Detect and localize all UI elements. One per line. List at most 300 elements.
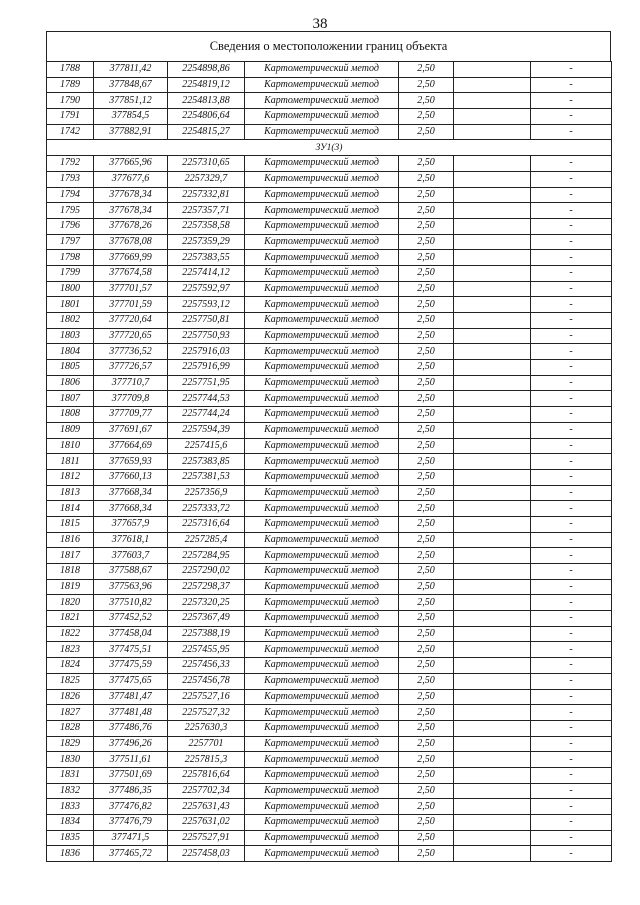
table-row	[47, 281, 612, 297]
description-cell	[454, 642, 531, 658]
table-row	[47, 265, 612, 281]
note-cell: -	[531, 548, 612, 564]
note-cell: -	[531, 62, 612, 78]
note-cell: -	[531, 830, 612, 846]
accuracy-cell: 2,50	[399, 752, 454, 768]
y-coordinate-cell: 2257631,02	[168, 815, 245, 831]
note-cell: -	[531, 109, 612, 125]
description-cell	[454, 705, 531, 721]
note-cell: -	[531, 124, 612, 140]
method-cell: Картометрический метод	[245, 438, 399, 454]
point-number-cell: 1831	[47, 767, 94, 783]
accuracy-cell: 2,50	[399, 815, 454, 831]
table-row	[47, 767, 612, 783]
x-coordinate-cell: 377726,57	[94, 360, 168, 376]
x-coordinate-cell: 377678,26	[94, 218, 168, 234]
point-number-cell: 1794	[47, 187, 94, 203]
description-cell	[454, 548, 531, 564]
note-cell: -	[531, 626, 612, 642]
accuracy-cell: 2,50	[399, 611, 454, 627]
method-cell: Картометрический метод	[245, 658, 399, 674]
accuracy-cell: 2,50	[399, 156, 454, 172]
x-coordinate-cell: 377588,67	[94, 564, 168, 580]
y-coordinate-cell: 2257744,53	[168, 391, 245, 407]
section-label: ЗУ1(3)	[47, 140, 612, 156]
y-coordinate-cell: 2257750,81	[168, 313, 245, 329]
note-cell: -	[531, 313, 612, 329]
x-coordinate-cell: 377511,61	[94, 752, 168, 768]
point-number-cell: 1803	[47, 328, 94, 344]
table-row	[47, 407, 612, 423]
y-coordinate-cell: 2257592,97	[168, 281, 245, 297]
note-cell: -	[531, 344, 612, 360]
table-row	[47, 171, 612, 187]
y-coordinate-cell: 2257316,64	[168, 516, 245, 532]
method-cell: Картометрический метод	[245, 720, 399, 736]
accuracy-cell: 2,50	[399, 250, 454, 266]
table-row	[47, 689, 612, 705]
table-row	[47, 313, 612, 329]
x-coordinate-cell: 377678,08	[94, 234, 168, 250]
table-row	[47, 485, 612, 501]
x-coordinate-cell: 377563,96	[94, 579, 168, 595]
description-cell	[454, 62, 531, 78]
note-cell: -	[531, 391, 612, 407]
point-number-cell: 1789	[47, 77, 94, 93]
description-cell	[454, 438, 531, 454]
table-row	[47, 783, 612, 799]
description-cell	[454, 752, 531, 768]
method-cell: Картометрический метод	[245, 407, 399, 423]
note-cell: -	[531, 360, 612, 376]
note-cell: -	[531, 328, 612, 344]
table-title: Сведения о местоположении границ объекта	[46, 31, 611, 61]
accuracy-cell: 2,50	[399, 720, 454, 736]
point-number-cell: 1795	[47, 203, 94, 219]
table-row	[47, 469, 612, 485]
description-cell	[454, 595, 531, 611]
note-cell: -	[531, 815, 612, 831]
description-cell	[454, 265, 531, 281]
y-coordinate-cell: 2257744,24	[168, 407, 245, 423]
method-cell: Картометрический метод	[245, 485, 399, 501]
point-number-cell: 1835	[47, 830, 94, 846]
x-coordinate-cell: 377668,34	[94, 501, 168, 517]
method-cell: Картометрический метод	[245, 422, 399, 438]
accuracy-cell: 2,50	[399, 62, 454, 78]
point-number-cell: 1807	[47, 391, 94, 407]
note-cell: -	[531, 752, 612, 768]
note-cell: -	[531, 595, 612, 611]
point-number-cell: 1798	[47, 250, 94, 266]
note-cell: -	[531, 516, 612, 532]
x-coordinate-cell: 377665,96	[94, 156, 168, 172]
y-coordinate-cell: 2257631,43	[168, 799, 245, 815]
accuracy-cell: 2,50	[399, 830, 454, 846]
point-number-cell: 1823	[47, 642, 94, 658]
table-row	[47, 360, 612, 376]
description-cell	[454, 93, 531, 109]
note-cell: -	[531, 673, 612, 689]
description-cell	[454, 516, 531, 532]
note-cell: -	[531, 454, 612, 470]
note-cell: -	[531, 171, 612, 187]
accuracy-cell: 2,50	[399, 501, 454, 517]
note-cell: -	[531, 658, 612, 674]
note-cell: -	[531, 611, 612, 627]
point-number-cell: 1822	[47, 626, 94, 642]
page-number: 38	[312, 16, 328, 32]
y-coordinate-cell: 2257332,81	[168, 187, 245, 203]
y-coordinate-cell: 2257414,12	[168, 265, 245, 281]
table-row	[47, 752, 612, 768]
table-row	[47, 548, 612, 564]
point-number-cell: 1832	[47, 783, 94, 799]
x-coordinate-cell: 377486,76	[94, 720, 168, 736]
point-number-cell: 1816	[47, 532, 94, 548]
x-coordinate-cell: 377471,5	[94, 830, 168, 846]
point-number-cell: 1817	[47, 548, 94, 564]
x-coordinate-cell: 377854,5	[94, 109, 168, 125]
point-number-cell: 1827	[47, 705, 94, 721]
accuracy-cell: 2,50	[399, 469, 454, 485]
x-coordinate-cell: 377501,69	[94, 767, 168, 783]
accuracy-cell: 2,50	[399, 642, 454, 658]
description-cell	[454, 407, 531, 423]
note-cell: -	[531, 250, 612, 266]
point-number-cell: 1742	[47, 124, 94, 140]
x-coordinate-cell: 377678,34	[94, 203, 168, 219]
method-cell: Картометрический метод	[245, 564, 399, 580]
x-coordinate-cell: 377678,34	[94, 187, 168, 203]
y-coordinate-cell: 2257916,99	[168, 360, 245, 376]
point-number-cell: 1800	[47, 281, 94, 297]
description-cell	[454, 375, 531, 391]
table-row	[47, 454, 612, 470]
table-row	[47, 156, 612, 172]
method-cell: Картометрический метод	[245, 626, 399, 642]
x-coordinate-cell: 377709,8	[94, 391, 168, 407]
table-row	[47, 642, 612, 658]
description-cell	[454, 485, 531, 501]
accuracy-cell: 2,50	[399, 203, 454, 219]
y-coordinate-cell: 2257383,85	[168, 454, 245, 470]
accuracy-cell: 2,50	[399, 579, 454, 595]
accuracy-cell: 2,50	[399, 375, 454, 391]
note-cell: -	[531, 485, 612, 501]
point-number-cell: 1804	[47, 344, 94, 360]
y-coordinate-cell: 2257916,03	[168, 344, 245, 360]
method-cell: Картометрический метод	[245, 532, 399, 548]
description-cell	[454, 469, 531, 485]
y-coordinate-cell: 2257455,95	[168, 642, 245, 658]
y-coordinate-cell: 2257310,65	[168, 156, 245, 172]
accuracy-cell: 2,50	[399, 265, 454, 281]
method-cell: Картометрический метод	[245, 611, 399, 627]
accuracy-cell: 2,50	[399, 407, 454, 423]
method-cell: Картометрический метод	[245, 689, 399, 705]
method-cell: Картометрический метод	[245, 124, 399, 140]
accuracy-cell: 2,50	[399, 438, 454, 454]
method-cell: Картометрический метод	[245, 218, 399, 234]
y-coordinate-cell: 2257458,03	[168, 846, 245, 862]
note-cell: -	[531, 783, 612, 799]
method-cell: Картометрический метод	[245, 234, 399, 250]
note-cell: -	[531, 422, 612, 438]
point-number-cell: 1819	[47, 579, 94, 595]
x-coordinate-cell: 377618,1	[94, 532, 168, 548]
accuracy-cell: 2,50	[399, 532, 454, 548]
table-row	[47, 626, 612, 642]
accuracy-cell: 2,50	[399, 485, 454, 501]
note-cell: -	[531, 799, 612, 815]
accuracy-cell: 2,50	[399, 783, 454, 799]
point-number-cell: 1806	[47, 375, 94, 391]
table-row	[47, 658, 612, 674]
method-cell: Картометрический метод	[245, 281, 399, 297]
description-cell	[454, 689, 531, 705]
description-cell	[454, 171, 531, 187]
accuracy-cell: 2,50	[399, 344, 454, 360]
method-cell: Картометрический метод	[245, 203, 399, 219]
table-row	[47, 203, 612, 219]
coordinates-table-body	[47, 62, 612, 862]
point-number-cell: 1834	[47, 815, 94, 831]
method-cell: Картометрический метод	[245, 297, 399, 313]
point-number-cell: 1810	[47, 438, 94, 454]
y-coordinate-cell: 2254813,88	[168, 93, 245, 109]
description-cell	[454, 187, 531, 203]
description-cell	[454, 156, 531, 172]
x-coordinate-cell: 377720,65	[94, 328, 168, 344]
x-coordinate-cell: 377481,48	[94, 705, 168, 721]
table-row	[47, 611, 612, 627]
method-cell: Картометрический метод	[245, 767, 399, 783]
table-row	[47, 124, 612, 140]
description-cell	[454, 109, 531, 125]
method-cell: Картометрический метод	[245, 360, 399, 376]
description-cell	[454, 391, 531, 407]
method-cell: Картометрический метод	[245, 265, 399, 281]
accuracy-cell: 2,50	[399, 548, 454, 564]
table-row	[47, 815, 612, 831]
x-coordinate-cell: 377709,77	[94, 407, 168, 423]
y-coordinate-cell: 2257383,55	[168, 250, 245, 266]
point-number-cell: 1802	[47, 313, 94, 329]
point-number-cell: 1799	[47, 265, 94, 281]
y-coordinate-cell: 2257381,53	[168, 469, 245, 485]
note-cell: -	[531, 218, 612, 234]
accuracy-cell: 2,50	[399, 360, 454, 376]
accuracy-cell: 2,50	[399, 313, 454, 329]
accuracy-cell: 2,50	[399, 673, 454, 689]
point-number-cell: 1829	[47, 736, 94, 752]
table-row	[47, 391, 612, 407]
x-coordinate-cell: 377664,69	[94, 438, 168, 454]
accuracy-cell: 2,50	[399, 328, 454, 344]
y-coordinate-cell: 2257456,33	[168, 658, 245, 674]
x-coordinate-cell: 377452,52	[94, 611, 168, 627]
method-cell: Картометрический метод	[245, 673, 399, 689]
accuracy-cell: 2,50	[399, 516, 454, 532]
table-row	[47, 516, 612, 532]
accuracy-cell: 2,50	[399, 93, 454, 109]
x-coordinate-cell: 377691,67	[94, 422, 168, 438]
y-coordinate-cell: 2257356,9	[168, 485, 245, 501]
table-row	[47, 579, 612, 595]
point-number-cell: 1828	[47, 720, 94, 736]
x-coordinate-cell: 377659,93	[94, 454, 168, 470]
table-row	[47, 234, 612, 250]
y-coordinate-cell: 2257320,25	[168, 595, 245, 611]
y-coordinate-cell: 2257415,6	[168, 438, 245, 454]
description-cell	[454, 218, 531, 234]
method-cell: Картометрический метод	[245, 501, 399, 517]
x-coordinate-cell: 377710,7	[94, 375, 168, 391]
x-coordinate-cell: 377657,9	[94, 516, 168, 532]
y-coordinate-cell: 2257298,37	[168, 579, 245, 595]
point-number-cell: 1801	[47, 297, 94, 313]
description-cell	[454, 830, 531, 846]
table-row	[47, 344, 612, 360]
method-cell: Картометрический метод	[245, 642, 399, 658]
table-row	[47, 673, 612, 689]
description-cell	[454, 328, 531, 344]
description-cell	[454, 767, 531, 783]
accuracy-cell: 2,50	[399, 297, 454, 313]
table-row	[47, 564, 612, 580]
x-coordinate-cell: 377476,82	[94, 799, 168, 815]
method-cell: Картометрический метод	[245, 391, 399, 407]
y-coordinate-cell: 2254819,12	[168, 77, 245, 93]
point-number-cell: 1826	[47, 689, 94, 705]
accuracy-cell: 2,50	[399, 218, 454, 234]
x-coordinate-cell: 377701,57	[94, 281, 168, 297]
note-cell: -	[531, 705, 612, 721]
y-coordinate-cell: 2257751,95	[168, 375, 245, 391]
table-row	[47, 438, 612, 454]
y-coordinate-cell: 2257593,12	[168, 297, 245, 313]
y-coordinate-cell: 2257527,91	[168, 830, 245, 846]
table-row	[47, 77, 612, 93]
table-row	[47, 93, 612, 109]
point-number-cell: 1791	[47, 109, 94, 125]
accuracy-cell: 2,50	[399, 626, 454, 642]
note-cell: -	[531, 689, 612, 705]
description-cell	[454, 454, 531, 470]
boundary-table-sheet	[46, 31, 611, 862]
description-cell	[454, 77, 531, 93]
method-cell: Картометрический метод	[245, 595, 399, 611]
description-cell	[454, 422, 531, 438]
accuracy-cell: 2,50	[399, 109, 454, 125]
x-coordinate-cell: 377465,72	[94, 846, 168, 862]
x-coordinate-cell: 377475,65	[94, 673, 168, 689]
method-cell: Картометрический метод	[245, 62, 399, 78]
y-coordinate-cell: 2257358,58	[168, 218, 245, 234]
y-coordinate-cell: 2257701	[168, 736, 245, 752]
x-coordinate-cell: 377660,13	[94, 469, 168, 485]
table-row	[47, 62, 612, 78]
point-number-cell: 1833	[47, 799, 94, 815]
note-cell: -	[531, 187, 612, 203]
note-cell: -	[531, 720, 612, 736]
y-coordinate-cell: 2257815,3	[168, 752, 245, 768]
x-coordinate-cell: 377510,82	[94, 595, 168, 611]
note-cell: -	[531, 203, 612, 219]
note-cell: -	[531, 846, 612, 862]
point-number-cell: 1815	[47, 516, 94, 532]
method-cell: Картометрический метод	[245, 375, 399, 391]
description-cell	[454, 360, 531, 376]
point-number-cell: 1812	[47, 469, 94, 485]
y-coordinate-cell: 2257816,64	[168, 767, 245, 783]
x-coordinate-cell: 377674,58	[94, 265, 168, 281]
method-cell: Картометрический метод	[245, 579, 399, 595]
point-number-cell: 1824	[47, 658, 94, 674]
y-coordinate-cell: 2257357,71	[168, 203, 245, 219]
method-cell: Картометрический метод	[245, 313, 399, 329]
x-coordinate-cell: 377669,99	[94, 250, 168, 266]
description-cell	[454, 815, 531, 831]
method-cell: Картометрический метод	[245, 783, 399, 799]
y-coordinate-cell: 2257359,29	[168, 234, 245, 250]
method-cell: Картометрический метод	[245, 830, 399, 846]
accuracy-cell: 2,50	[399, 799, 454, 815]
point-number-cell: 1813	[47, 485, 94, 501]
method-cell: Картометрический метод	[245, 328, 399, 344]
point-number-cell: 1792	[47, 156, 94, 172]
point-number-cell: 1796	[47, 218, 94, 234]
accuracy-cell: 2,50	[399, 422, 454, 438]
y-coordinate-cell: 2257527,32	[168, 705, 245, 721]
method-cell: Картометрический метод	[245, 109, 399, 125]
section-row	[47, 140, 612, 156]
accuracy-cell: 2,50	[399, 234, 454, 250]
y-coordinate-cell: 2257750,93	[168, 328, 245, 344]
note-cell: -	[531, 281, 612, 297]
accuracy-cell: 2,50	[399, 705, 454, 721]
table-row	[47, 501, 612, 517]
y-coordinate-cell: 2254815,27	[168, 124, 245, 140]
note-cell: -	[531, 767, 612, 783]
note-cell: -	[531, 438, 612, 454]
coordinates-table	[46, 61, 612, 862]
table-row	[47, 422, 612, 438]
point-number-cell: 1820	[47, 595, 94, 611]
x-coordinate-cell: 377851,12	[94, 93, 168, 109]
table-row	[47, 830, 612, 846]
method-cell: Картометрический метод	[245, 77, 399, 93]
description-cell	[454, 297, 531, 313]
note-cell: -	[531, 579, 612, 595]
method-cell: Картометрический метод	[245, 736, 399, 752]
table-row	[47, 532, 612, 548]
note-cell: -	[531, 564, 612, 580]
description-cell	[454, 611, 531, 627]
point-number-cell: 1793	[47, 171, 94, 187]
note-cell: -	[531, 736, 612, 752]
description-cell	[454, 532, 531, 548]
accuracy-cell: 2,50	[399, 281, 454, 297]
accuracy-cell: 2,50	[399, 846, 454, 862]
y-coordinate-cell: 2257388,19	[168, 626, 245, 642]
method-cell: Картометрический метод	[245, 250, 399, 266]
x-coordinate-cell: 377496,26	[94, 736, 168, 752]
note-cell: -	[531, 265, 612, 281]
x-coordinate-cell: 377720,64	[94, 313, 168, 329]
point-number-cell: 1788	[47, 62, 94, 78]
